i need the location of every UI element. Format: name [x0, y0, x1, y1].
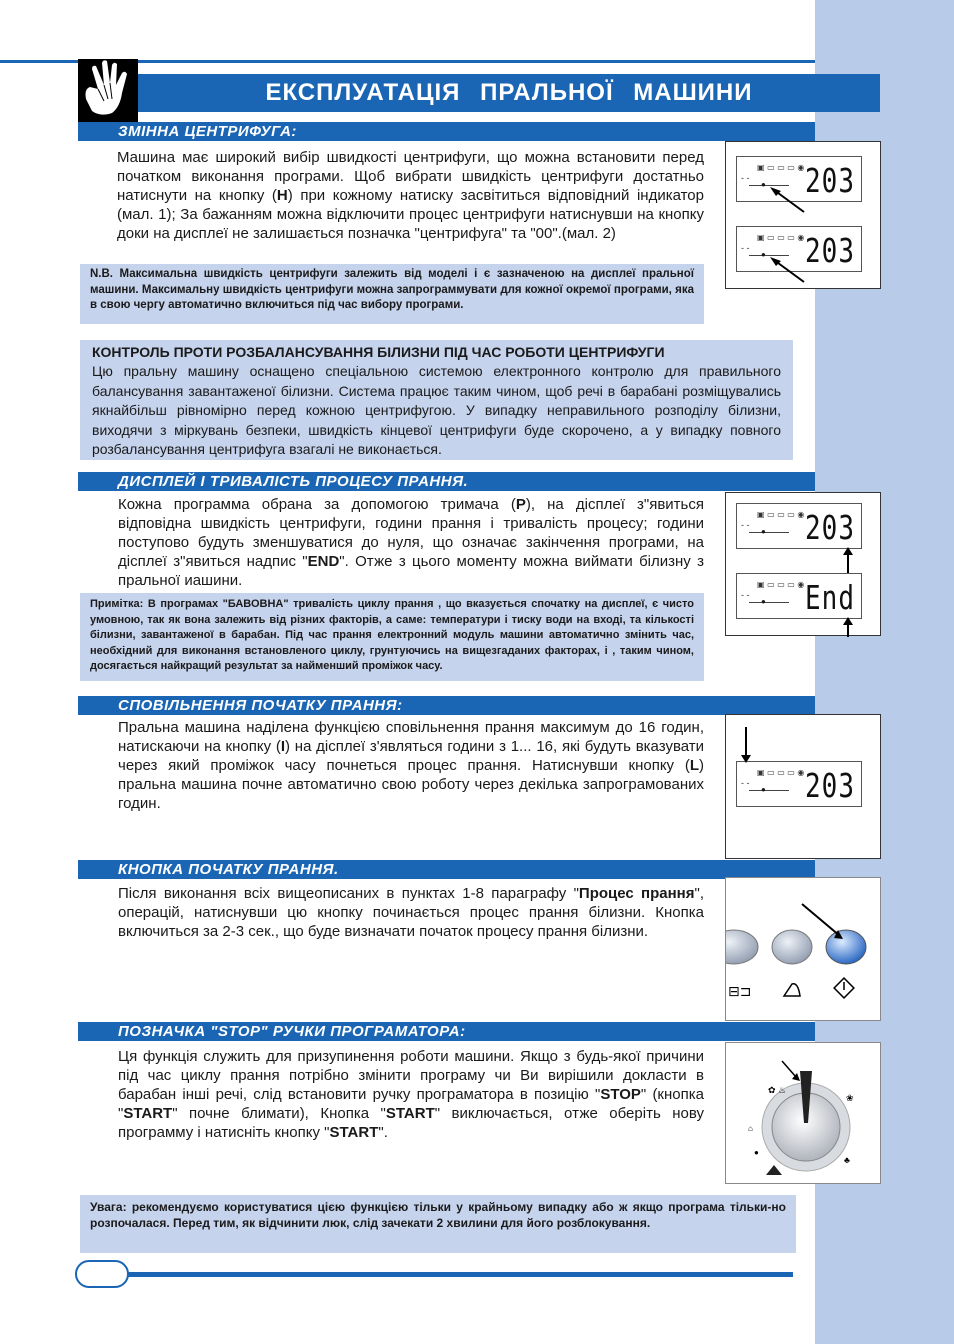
end-word: END	[307, 553, 340, 570]
balance-box	[80, 340, 793, 460]
delay-display-figure	[725, 714, 881, 859]
start-description: Після виконання всіх вищеописаних в пунктах 1-8 параграфу "Процес прання", операцій, натиснувши цю кнопку починається процес прання білизни. Кнопка включиться за 2-3 сек., що буде визначати початок процесу прання білизни.	[118, 885, 704, 940]
key-i: I	[280, 738, 286, 755]
svg-text:♣: ♣	[844, 1155, 850, 1165]
section-heading-stop: ПОЗНАЧКА "STOP" РУЧКИ ПРОГРАМАТОРА:	[78, 1022, 815, 1041]
svg-text:●: ●	[754, 1148, 759, 1157]
section-heading-delay: СПОВІЛЬНЕННЯ ПОЧАТКУ ПРАННЯ:	[78, 696, 815, 715]
display-panel: ▣ ▭ ▭ ▭ ◉ - - ● 203	[736, 761, 862, 807]
spin-display-figure	[725, 141, 881, 289]
display-panel: ▣ ▭ ▭ ▭ ◉ - - ● 203	[736, 503, 862, 549]
key-l: L	[689, 757, 699, 774]
page-title: ЕКСПЛУАТАЦІЯ ПРАЛЬНОЇ МАШИНИ	[138, 74, 880, 112]
footer-rule	[125, 1272, 793, 1277]
display-panel: ▣ ▭ ▭ ▭ ◉ - - ● 203	[736, 156, 862, 202]
balance-heading: КОНТРОЛЬ ПРОТИ РОЗБАЛАНСУВАННЯ БІЛИЗНИ ПІД ЧАС РОБОТИ ЦЕНТРИФУГИ	[92, 344, 665, 360]
key-h: H	[276, 187, 288, 204]
pointer-arrows	[726, 142, 882, 290]
section-heading-spin: ЗМІННА ЦЕНТРИФУГА:	[78, 122, 815, 141]
balance-text: Цю пральну машину оснащено спеціальною системою електронного контролю для правильного балансування завантаженої білизни. Система працює таким чином, щоб речі в барабані розміщувались якнайбільш рівномірно перед кожною центрифугою. У випадку неправильного розподілу білизни, виходячи з міркувань безпеки, швидкість кінцевої центрифуги буде скорочено, а у випадку повного розбалансування центрифуга взагалі не виконається.	[92, 363, 781, 457]
svg-text:❀: ❀	[846, 1093, 854, 1103]
pointer-arrows	[726, 715, 882, 860]
spin-note: N.B. Максимальна швидкість центрифуги залежить від моделі і є зазначеною на дисплеї пральної машини. Максимальну швидкість центрифуги можна запрограммувати для кожної окремої програми, яка в свою чергу автоматично включиться під час вибору програми.	[80, 264, 704, 324]
stop-description: Ця функція служить для призупинення роботи машини. Якщо з будь-якої причини під час циклу прання потрібно змінити програму чи Ви вирішили докласти в барабан інші речі, слід встановити ручку програматора в позицію "STOP" (кнопка "START" почне блимати), Кнопка "START" виключається, отже оберіть нову программу і натисніть кнопку "START".	[118, 1048, 704, 1141]
warning-box: Увага: рекомендуємо користуватися цією функцією тільки у крайньому випадку або ж якщо програма тільки-но розпочалася. Перед тим, як відчинити люк, слід зачекати 2 хвилини для його розблокування.	[80, 1195, 796, 1253]
end-display-figure	[725, 492, 881, 636]
key-p: P	[515, 496, 526, 513]
svg-text:✿ ♨: ✿ ♨	[768, 1085, 787, 1095]
section-heading-display: ДИСПЛЕЙ І ТРИВАЛІСТЬ ПРОЦЕСУ ПРАННЯ.	[78, 472, 815, 491]
hand-icon	[78, 59, 138, 123]
display-note: Примітка: В програмах "БАВОВНА" тривалість циклу прання , що вказується спочатку на дисплеї, є чисто умовною, так як вона залежить від різних факторів, а саме: температури і тиску води на вході, та кількості білизни, завантаженої в барабан. Під час прання електронний модуль машини автоматично змінить час, необхідний для виконання встановленого циклу, грунтуючись на вищезгаданих факторах, і , таким чином, досягається найкращий результат за найменший проміжок часу.	[80, 593, 704, 681]
display-description: Кожна программа обрана за допомогою тримача (P), на дісплеї з"явиться відповідна швидкість центрифуги, години прання і тривалість процесу; години поступово будуть зменшуватися до нуля, що означає закінчення програми, на дісплеї з"явиться надпис "END". Отже з цього моменту можна виймати білизну з пральної иашини.	[118, 496, 704, 589]
display-digits: 203	[805, 233, 855, 271]
pointer-arrows	[726, 493, 882, 637]
spin-description: Машина має широкий вибір швидкості центрифуги, що можна встановити перед початком виконання програми. Щоб вибрати швидкість центрифуги достатньо натиснути на кнопку (H) при кожному натиску засвітиться відповідний індикатор (мал. 1); За бажанням можна відключити процес центрифуги натиснувши на кнопку доки на дисплеї не залишається позначка "центрифуга" та "00".(мал. 2)	[117, 149, 704, 242]
display-digits: End	[805, 580, 855, 618]
section-heading-start: КНОПКА ПОЧАТКУ ПРАННЯ.	[78, 860, 815, 879]
page-number-oval	[75, 1260, 129, 1288]
start-button-figure	[725, 877, 881, 1021]
svg-text:⊟⊐: ⊟⊐	[728, 984, 752, 1000]
display-digits: 203	[805, 768, 855, 806]
display-panel: ▣ ▭ ▭ ▭ ◉ - - ● 203	[736, 226, 862, 272]
control-panel-illustration	[726, 878, 882, 1022]
svg-text:⌂: ⌂	[748, 1124, 753, 1133]
programmer-knob-illustration	[726, 1043, 882, 1185]
programmer-knob-figure	[725, 1042, 881, 1184]
delay-description: Пральна машина наділена функцією сповільнення прання максимум до 16 годин, натискаючи на кнопку (I) на дісплеї з'являться години з 1... 16, які будуть вказувати через який проміжок часу почнеться процес прання. Натиснувши кнопку (L) пральна машина почне автоматично свою роботу через декілька запрограмованих годин.	[118, 719, 705, 812]
display-digits: 203	[805, 510, 855, 548]
display-panel: ▣ ▭ ▭ ▭ ◉ - - ● End	[736, 573, 862, 619]
display-digits: 203	[805, 163, 855, 201]
